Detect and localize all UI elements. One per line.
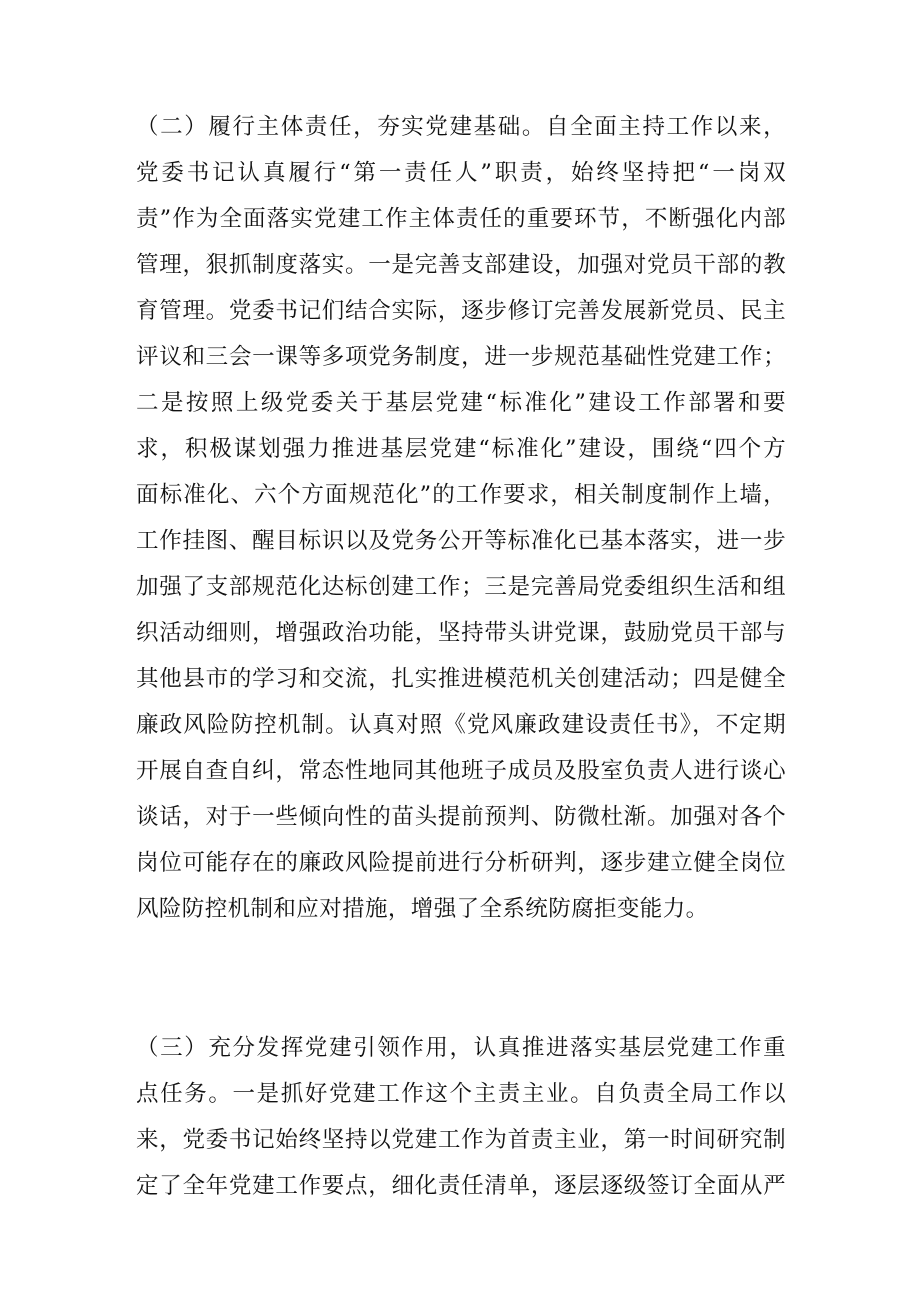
text-line: 管理，狠抓制度落实。一是完善支部建设，加强对党员干部的教 xyxy=(136,252,786,278)
text-line: 来，党委书记始终坚持以党建工作为首责主业，第一时间研究制 xyxy=(136,1127,786,1153)
text-line: 廉政风险防控机制。认真对照《党风廉政建设责任书》，不定期 xyxy=(136,712,786,738)
text-line: 二是按照上级党委关于基层党建“标准化”建设工作部署和要 xyxy=(136,390,786,416)
text-line: 岗位可能存在的廉政风险提前进行分析研判，逐步建立健全岗位 xyxy=(136,850,786,876)
paragraph-section-3 xyxy=(136,1025,786,1209)
text-line: 定了全年党建工作要点，细化责任清单，逐层逐级签订全面从严 xyxy=(136,1173,786,1199)
text-line: 党委书记认真履行“第一责任人”职责，始终坚持把“一岗双 xyxy=(136,160,786,186)
text-line: 谈话，对于一些倾向性的苗头提前预判、防微杜渐。加强对各个 xyxy=(136,804,786,830)
text-line: 点任务。一是抓好党建工作这个主责主业。自负责全局工作以 xyxy=(136,1081,786,1107)
text-line: 面标准化、六个方面规范化”的工作要求，相关制度制作上墙， xyxy=(136,482,786,508)
text-line: 评议和三会一课等多项党务制度，进一步规范基础性党建工作； xyxy=(136,344,786,370)
text-line: 织活动细则，增强政治功能，坚持带头讲党课，鼓励党员干部与 xyxy=(136,620,786,646)
text-line: 育管理。党委书记们结合实际，逐步修订完善发展新党员、民主 xyxy=(136,298,786,324)
text-line: 开展自查自纠，常态性地同其他班子成员及股室负责人进行谈心 xyxy=(136,758,786,784)
text-line: 求，积极谋划强力推进基层党建“标准化”建设，围绕“四个方 xyxy=(136,436,786,462)
text-line: （二）履行主体责任，夯实党建基础。自全面主持工作以来， xyxy=(136,114,786,140)
paragraph-section-2 xyxy=(136,104,786,932)
text-line: 其他县市的学习和交流，扎实推进模范机关创建活动；四是健全 xyxy=(136,666,786,692)
text-line: （三）充分发挥党建引领作用，认真推进落实基层党建工作重 xyxy=(136,1035,786,1061)
text-line: 加强了支部规范化达标创建工作；三是完善局党委组织生活和组 xyxy=(136,574,786,600)
text-line: 工作挂图、醒目标识以及党务公开等标准化已基本落实，进一步 xyxy=(136,528,786,554)
text-line: 风险防控机制和应对措施，增强了全系统防腐拒变能力。 xyxy=(136,896,709,922)
text-line: 责”作为全面落实党建工作主体责任的重要环节，不断强化内部 xyxy=(136,206,786,232)
